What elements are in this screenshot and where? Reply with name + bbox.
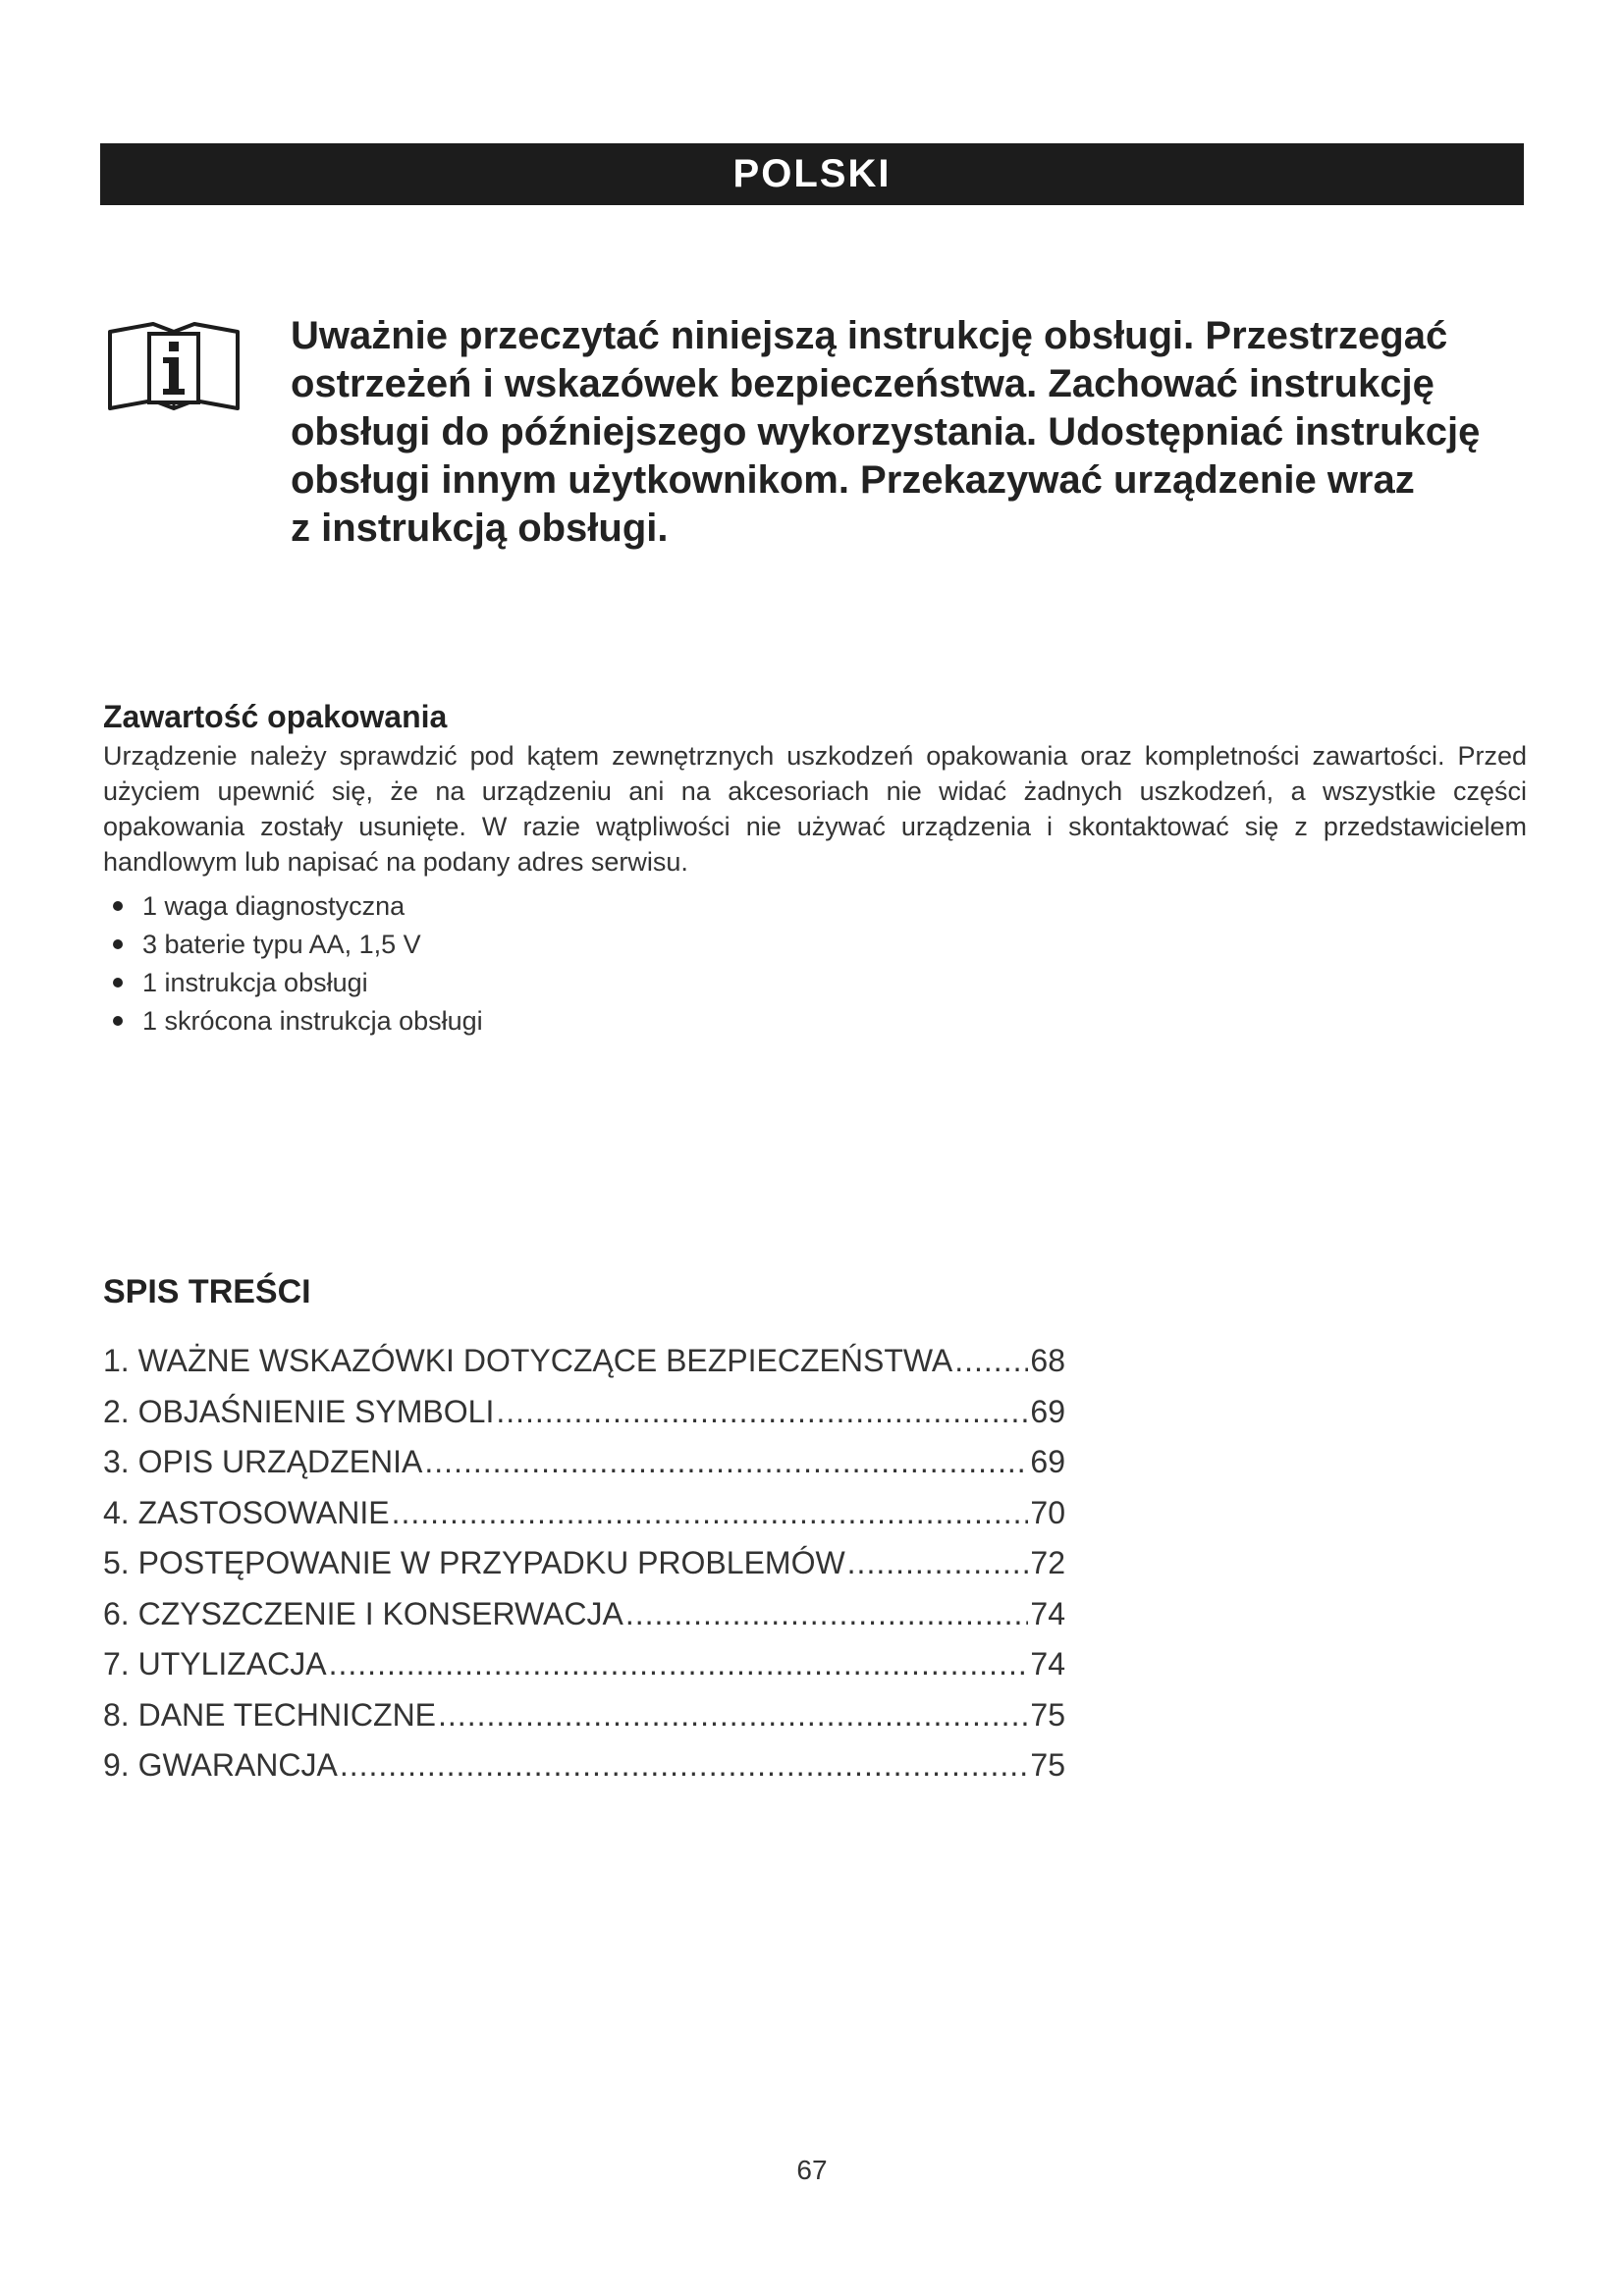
toc-entry-label: 7. UTYLIZACJA <box>103 1646 327 1682</box>
toc-dot-leader <box>625 1589 1029 1640</box>
package-contents-section <box>103 697 1527 1041</box>
toc-entry[interactable] <box>103 1488 1065 1539</box>
table-of-contents <box>103 1271 1065 1791</box>
toc-dot-leader <box>329 1639 1029 1690</box>
toc-entry-label: 8. DANE TECHNICZNE <box>103 1696 437 1733</box>
list-item: 3 baterie typu AA, 1,5 V <box>103 926 1527 964</box>
notice-line: obsługi do późniejszego wykorzystania. Udostępniać instrukcję <box>291 410 1481 454</box>
list-item: 1 waga diagnostyczna <box>103 887 1527 926</box>
notice-line: Uważnie przeczytać niniejszą instrukcję obsługi. Przestrzegać <box>291 314 1448 357</box>
toc-dot-leader <box>496 1387 1028 1438</box>
info-manual-icon <box>106 320 242 414</box>
toc-dot-leader <box>954 1336 1028 1387</box>
bullet-icon <box>113 978 123 988</box>
bullet-icon <box>113 901 123 911</box>
toc-entry-page: 74 <box>1030 1646 1065 1682</box>
toc-entry-page: 68 <box>1030 1343 1065 1378</box>
page-number: 67 <box>796 2155 828 2185</box>
notice-line: obsługi innym użytkownikom. Przekazywać urządzenie wraz <box>291 458 1415 502</box>
toc-dot-leader <box>438 1690 1028 1741</box>
toc-entry[interactable] <box>103 1336 1065 1387</box>
toc-entry-label: 2. OBJAŚNIENIE SYMBOLI <box>103 1393 495 1429</box>
toc-entry[interactable] <box>103 1639 1065 1690</box>
toc-entry-page: 75 <box>1030 1696 1065 1733</box>
toc-entry-page: 72 <box>1030 1545 1065 1580</box>
toc-dot-leader <box>392 1488 1029 1539</box>
toc-dot-leader <box>424 1437 1028 1488</box>
notice-text <box>291 312 1520 553</box>
toc-entry-label: 9. GWARANCJA <box>103 1747 338 1783</box>
notice-line: ostrzeżeń i wskazówek bezpieczeństwa. Zachować instrukcję <box>291 362 1435 405</box>
language-label: POLSKI <box>732 152 892 195</box>
package-items-list <box>103 887 1527 1041</box>
package-contents-text: Urządzenie należy sprawdzić pod kątem zewnętrznych uszkodzeń opakowania oraz kompletności zawartości. Przed użyciem upewnić się, że na urządzeniu ani na akcesoriach nie widać żadnych uszkodzeń, a wszystkie części opakowania zostały usunięte. W razie wątpliwości nie używać urządzenia i skontaktować się z przedstawicielem handlowym lub napisać na podany adres serwisu. <box>103 741 1527 877</box>
toc-entry-page: 75 <box>1030 1747 1065 1783</box>
toc-entry-page: 69 <box>1030 1444 1065 1479</box>
toc-entry[interactable] <box>103 1538 1065 1589</box>
toc-dot-leader <box>340 1740 1029 1791</box>
toc-dot-leader <box>847 1538 1029 1589</box>
package-contents-title: Zawartość opakowania <box>103 699 448 734</box>
toc-entry-label: 5. POSTĘPOWANIE W PRZYPADKU PROBLEMÓW <box>103 1545 845 1580</box>
toc-entry[interactable] <box>103 1740 1065 1791</box>
toc-entry[interactable] <box>103 1387 1065 1438</box>
toc-entry-page: 74 <box>1030 1595 1065 1631</box>
toc-entry-label: 6. CZYSZCZENIE I KONSERWACJA <box>103 1595 623 1631</box>
toc-title: SPIS TREŚCI <box>103 1273 311 1310</box>
toc-entry[interactable] <box>103 1690 1065 1741</box>
list-item: 1 skrócona instrukcja obsługi <box>103 1002 1527 1041</box>
read-instructions-notice <box>106 312 1520 553</box>
toc-list <box>103 1336 1065 1791</box>
toc-entry-label: 4. ZASTOSOWANIE <box>103 1494 390 1530</box>
toc-entry-label: 3. OPIS URZĄDZENIA <box>103 1444 423 1479</box>
toc-entry-page: 70 <box>1030 1494 1065 1530</box>
toc-entry[interactable] <box>103 1437 1065 1488</box>
bullet-icon <box>113 939 123 949</box>
language-header-bar <box>100 143 1524 205</box>
list-item: 1 instrukcja obsługi <box>103 964 1527 1002</box>
toc-entry-label: 1. WAŻNE WSKAZÓWKI DOTYCZĄCE BEZPIECZEŃSTWA <box>103 1343 953 1378</box>
bullet-icon <box>113 1016 123 1026</box>
notice-line: z instrukcją obsługi. <box>291 507 669 550</box>
toc-entry-page: 69 <box>1030 1393 1065 1429</box>
toc-entry[interactable] <box>103 1589 1065 1640</box>
